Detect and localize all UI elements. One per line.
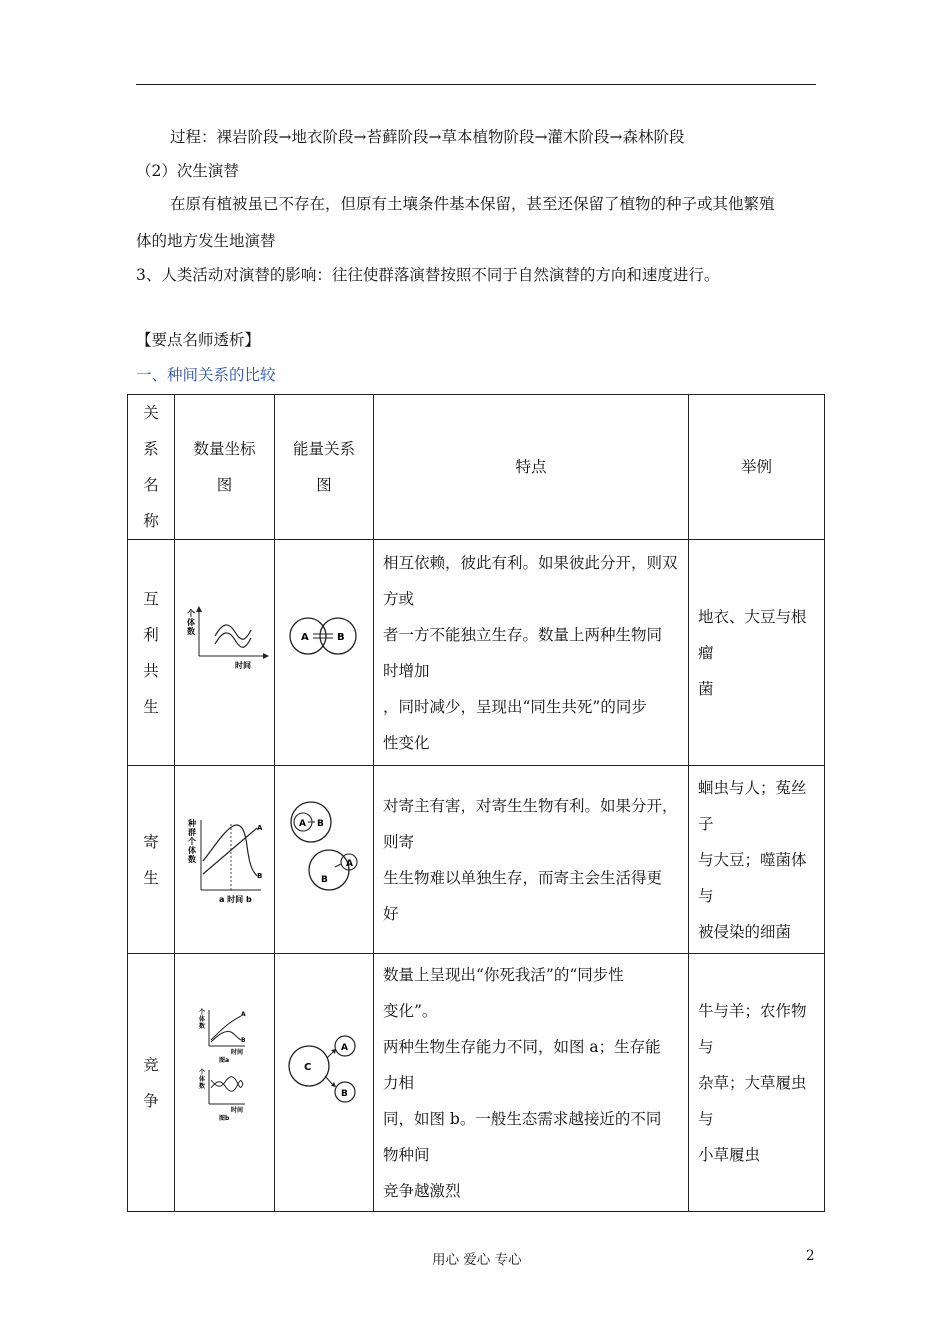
header-example: 举例 (689, 395, 825, 540)
parasitism-curve-a: A (257, 824, 263, 832)
row-name-mutualism: 互 利 共 生 (128, 540, 175, 766)
table-row (128, 766, 825, 954)
competition-a-x-label: 时间 (231, 1049, 244, 1056)
row-name-competition: 竞 争 (128, 954, 175, 1212)
secondary-succession-text-2: 体的地方发生地演替 (136, 232, 276, 250)
competition-b-x-label: 时间 (231, 1107, 244, 1114)
mutualism-energy-graph (275, 540, 374, 766)
parasitism-feature: 对寄主有害，对寄生生物有利。如果分开， 则寄 生生物难以单独生存，而寄主会生活得更 好 (374, 766, 689, 954)
section-heading: 【要点名师透析】 (136, 331, 261, 349)
parasitism-parasite-a-label: A (346, 859, 353, 869)
competition-target-b: B (341, 1089, 348, 1099)
header-relation-name: 关 系 名 称 (128, 395, 175, 540)
human-impact-text: 3、人类活动对演替的影响：往往使群落演替按照不同于自然演替的方向和速度进行。 (136, 266, 720, 284)
secondary-succession-text-1: 在原有植被虽已不存在，但原有土壤条件基本保留，甚至还保留了植物的种子或其他繁殖 (170, 195, 775, 213)
footer-motto: 用心 爱心 专心 (432, 1252, 522, 1268)
competition-feature: 数量上呈现出“你死我活”的“同步性 变化”。 两种生物生存能力不同，如图 a；生存能 力相 同，如图 b。一般生态需求越接近的不同 物种间 竞争越激烈 (374, 954, 689, 1212)
competition-a-y-label: 个体数 (199, 1009, 206, 1030)
section-subheading: 一、种间关系的比较 (136, 366, 276, 384)
table-row (128, 954, 825, 1212)
parasitism-host-b-label: B (317, 819, 324, 829)
mutualism-a-label: A (301, 632, 309, 643)
competition-b-y-label: 个体数 (199, 1069, 206, 1090)
competition-fig-a-label: 图a (219, 1057, 230, 1064)
interspecies-relation-table (127, 394, 825, 1212)
parasitism-curve-b: B (257, 872, 263, 880)
mutualism-y-label: 个体数 (187, 609, 195, 636)
header-feature: 特点 (374, 395, 689, 540)
competition-quantity-graph (175, 954, 275, 1212)
header-energy-graph: 能量关系 图 (275, 395, 374, 540)
competition-c-label: C (304, 1062, 312, 1073)
mutualism-quantity-graph (175, 540, 275, 766)
page-number: 2 (806, 1248, 815, 1264)
primary-succession-process: 过程：裸岩阶段→地衣阶段→苔藓阶段→草本植物阶段→灌木阶段→森林阶段 (170, 128, 685, 146)
competition-a-curve-a: A (241, 1011, 246, 1018)
row-name-parasitism: 寄 生 (128, 766, 175, 954)
mutualism-b-label: B (337, 632, 345, 643)
table-header-row (128, 395, 825, 540)
competition-energy-graph (275, 954, 374, 1212)
competition-target-a: A (341, 1043, 348, 1053)
parasitism-y-label: 种群个体数 (188, 819, 196, 864)
competition-fig-b-label: 图b (219, 1115, 230, 1122)
competition-example: 牛与羊；农作物 与 杂草；大草履虫 与 小草履虫 (689, 954, 825, 1212)
parasitism-quantity-graph (175, 766, 275, 954)
mutualism-x-label: 时间 (235, 661, 251, 670)
secondary-succession-title: （2）次生演替 (136, 162, 239, 180)
table-row (128, 540, 825, 766)
competition-a-curve-b: B (241, 1037, 246, 1044)
header-quantity-graph: 数量坐标 图 (175, 395, 275, 540)
mutualism-example: 地衣、大豆与根 瘤 菌 (689, 540, 825, 766)
parasitism-host-a-label: A (299, 819, 306, 829)
mutualism-feature: 相互依赖，彼此有利。如果彼此分开，则双 方或 者一方不能独立生存。数量上两种生物同 时增加 ，同时减少，呈现出“同生共死”的同步 性变化 (374, 540, 689, 766)
header-rule (136, 84, 816, 85)
parasitism-example: 蛔虫与人；菟丝 子 与大豆；噬菌体 与 被侵染的细菌 (689, 766, 825, 954)
parasitism-parasite-b-label: B (321, 875, 328, 885)
parasitism-energy-graph (275, 766, 374, 954)
parasitism-x-label: a 时间 b (219, 895, 252, 904)
